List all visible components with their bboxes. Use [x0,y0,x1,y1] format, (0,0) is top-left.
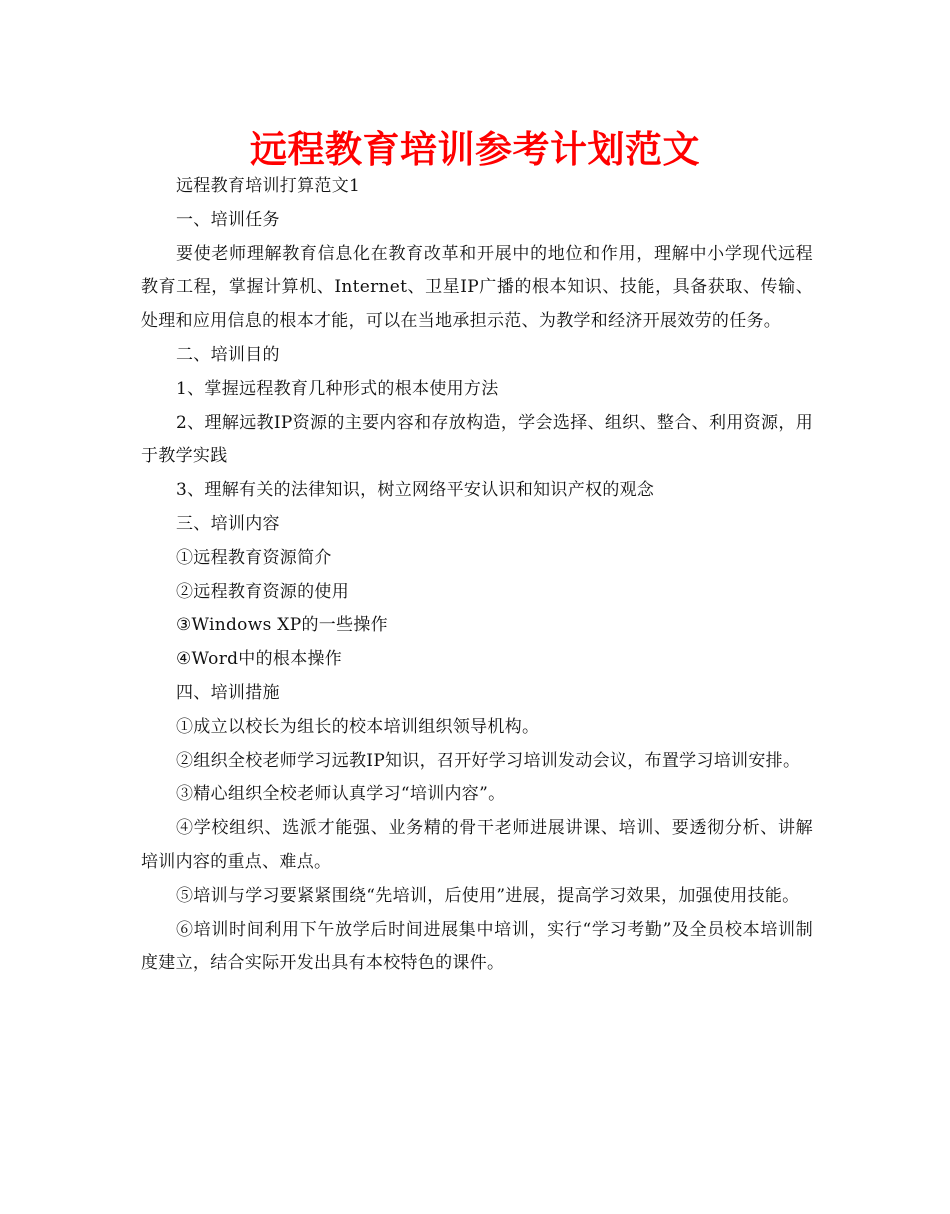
measure-item-1: ①成立以校长为组长的校本培训组织领导机构。 [176,716,540,737]
measure-item-2: ②组织全校老师学习远教IP知识，召开好学习培训发动会议，布置学习培训安排。 [176,750,801,771]
document-body [141,170,813,981]
section-heading-goals: 二、培训目的 [176,344,280,365]
content-item-2: ②远程教育资源的使用 [176,581,349,602]
section-heading-tasks: 一、培训任务 [176,209,280,230]
paragraph-tasks: 要使老师理解教育信息化在教育改革和开展中的地位和作用，理解中小学现代远程教育工程，掌握计算机、Internet、卫星IP广播的根本知识、技能，具备获取、传输、处理和应用信息的根本才能，可以在当地承担示范、为教学和经济开展效劳的任务。 [141,243,813,332]
section-heading-content: 三、培训内容 [176,513,280,534]
goal-item-3: 3、理解有关的法律知识，树立网络平安认识和知识产权的观念 [176,480,655,501]
measure-item-3: ③精心组织全校老师认真学习“培训内容”。 [176,784,506,805]
content-item-1: ①远程教育资源简介 [176,547,332,568]
paragraph-subtitle: 远程教育培训打算范文1 [176,176,361,196]
measure-item-5: ⑤培训与学习要紧紧围绕“先培训，后使用”进展，提高学习效果，加强使用技能。 [176,885,800,906]
goal-item-2: 2、理解远教IP资源的主要内容和存放构造，学会选择、组织、整合、利用资源，用于教学实践 [141,412,813,467]
measure-item-4: ④学校组织、选派才能强、业务精的骨干老师进展讲课、培训、要透彻分析、讲解培训内容的重点、难点。 [141,818,813,872]
content-item-4: ④Word中的根本操作 [176,649,343,670]
section-heading-measures: 四、培训措施 [176,682,280,703]
document-title: 远程教育培训参考计划范文 [250,128,700,171]
goal-item-1: 1、掌握远程教育几种形式的根本使用方法 [176,378,499,399]
measure-item-6: ⑥培训时间利用下午放学后时间进展集中培训，实行“学习考勤”及全员校本培训制度建立，结合实际开发出具有本校特色的课件。 [141,919,813,974]
content-item-3: ③Windows XP的一些操作 [176,615,388,636]
